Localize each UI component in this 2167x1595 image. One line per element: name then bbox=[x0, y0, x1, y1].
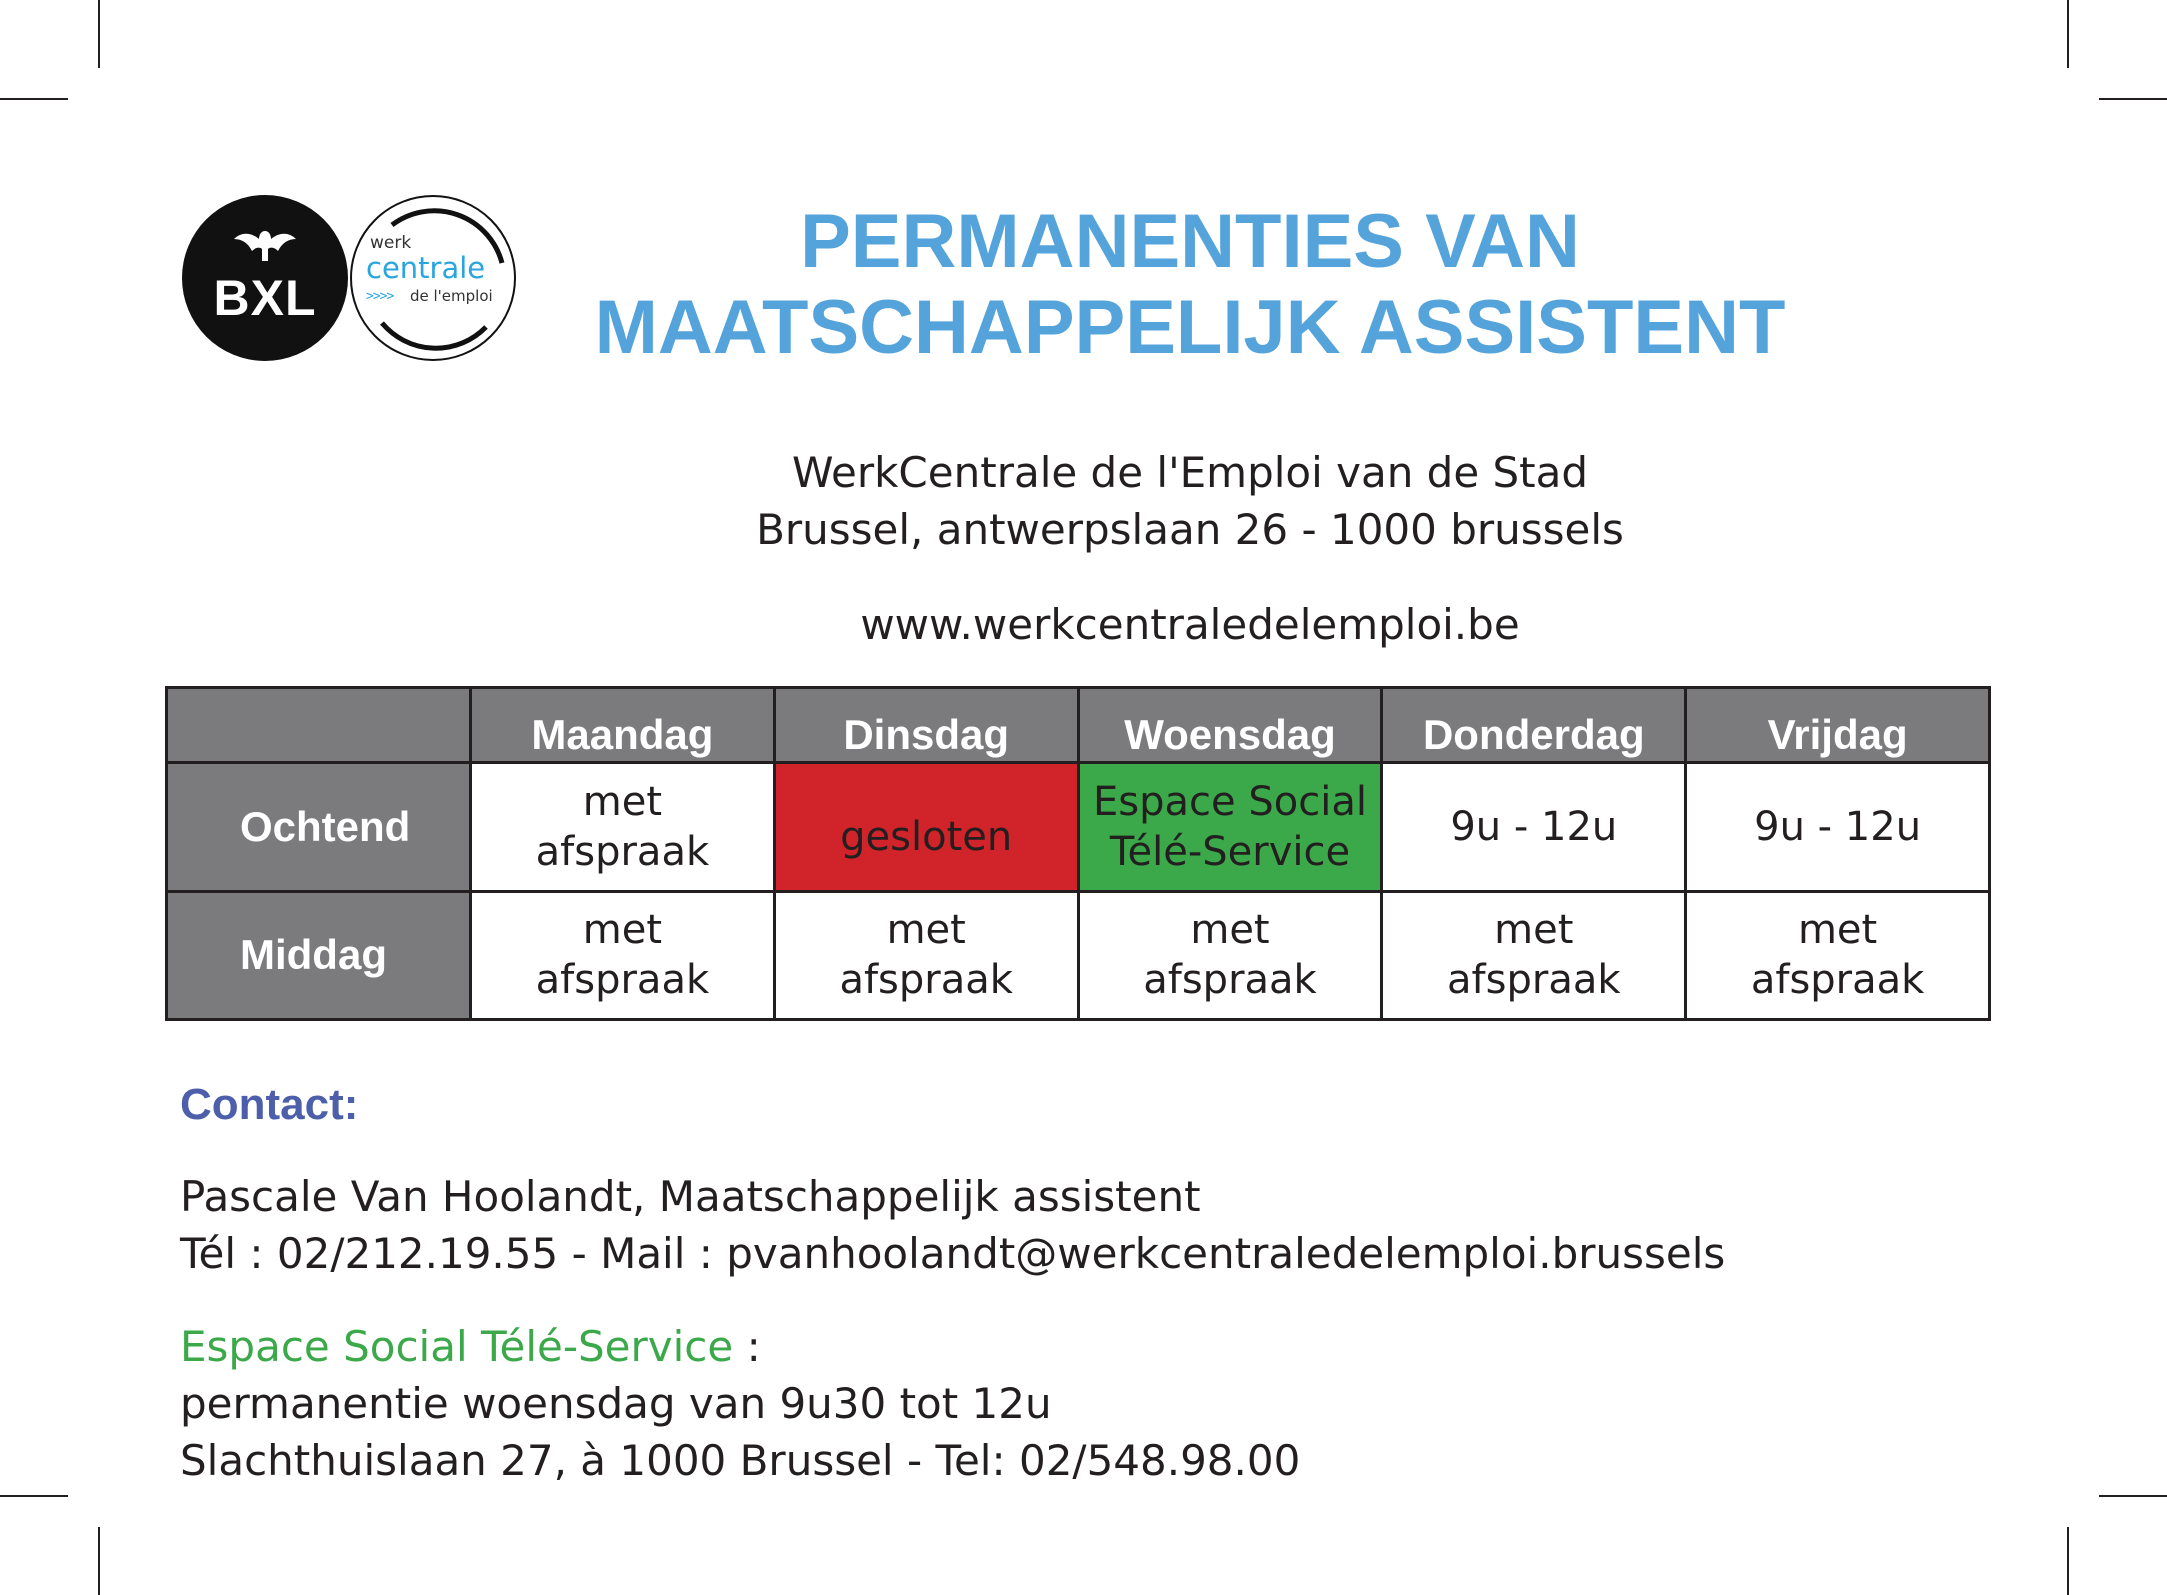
bxl-logo-text: BXL bbox=[213, 270, 317, 326]
day-header: Vrijdag bbox=[1686, 688, 1990, 763]
cell-line-2: afspraak bbox=[1750, 957, 1925, 1004]
cell-line-1: met bbox=[1797, 907, 1878, 954]
row-label: Ochtend bbox=[167, 763, 471, 892]
schedule-table bbox=[165, 686, 1991, 1021]
contact-heading: Contact: bbox=[180, 1080, 359, 1129]
cell-line-2: afspraak bbox=[1143, 957, 1317, 1004]
cell-line-1: gesloten bbox=[840, 813, 1013, 860]
schedule-cell bbox=[774, 891, 1078, 1020]
contact-phone-mail: Tél : 02/212.19.55 - Mail : pvanhoolandt@werkcentraledelemploi.brussels bbox=[180, 1229, 1726, 1278]
espace-hours: permanentie woensdag van 9u30 tot 12u bbox=[180, 1379, 1052, 1428]
werkcentrale-logo bbox=[350, 195, 516, 361]
cell-line-1: met bbox=[582, 907, 663, 954]
espace-name: Espace Social Télé-Service bbox=[180, 1322, 734, 1371]
espace-heading bbox=[180, 1322, 761, 1371]
crop-mark bbox=[98, 0, 100, 68]
schedule-cell-special bbox=[1078, 763, 1382, 892]
cell-line-1: Espace Social bbox=[1093, 778, 1367, 825]
schedule-cell bbox=[1382, 891, 1686, 1020]
cell-line-2: afspraak bbox=[1447, 957, 1621, 1004]
contact-name: Pascale Van Hoolandt, Maatschappelijk assistent bbox=[180, 1172, 1201, 1221]
day-header: Donderdag bbox=[1382, 688, 1686, 763]
day-header: Maandag bbox=[471, 688, 775, 763]
cell-line-1: met bbox=[582, 778, 663, 825]
cell-line-2: Télé-Service bbox=[1109, 828, 1351, 875]
cell-line-1: met bbox=[886, 907, 966, 954]
schedule-header-row bbox=[167, 688, 1990, 763]
schedule-cell bbox=[1686, 891, 1990, 1020]
logo-arrows: >>>> bbox=[366, 289, 394, 304]
page-title-line-1: PERMANENTIES VAN bbox=[800, 199, 1580, 284]
page-title-line-2: MAATSCHAPPELIJK ASSISTENT bbox=[594, 285, 1786, 370]
schedule-cell bbox=[1382, 763, 1686, 892]
bxl-logo bbox=[182, 195, 348, 361]
cell-line-1: met bbox=[1494, 907, 1574, 954]
crop-mark bbox=[2099, 98, 2167, 100]
schedule-row-ochtend bbox=[167, 763, 1990, 892]
bird-icon bbox=[232, 225, 298, 265]
address-line-2: Brussel, antwerpslaan 26 - 1000 brussels bbox=[756, 505, 1624, 554]
crop-mark bbox=[2067, 1527, 2069, 1595]
schedule-cell bbox=[1078, 891, 1382, 1020]
cell-line-1: 9u - 12u bbox=[1754, 803, 1922, 850]
row-label: Middag bbox=[167, 891, 471, 1020]
cell-line-2: afspraak bbox=[839, 957, 1013, 1004]
logo-centrale-text: centrale bbox=[366, 251, 486, 285]
crop-mark bbox=[2067, 0, 2069, 68]
corner-cell bbox=[167, 688, 471, 763]
cell-line-2: afspraak bbox=[535, 957, 710, 1004]
schedule-row-middag bbox=[167, 891, 1990, 1020]
crop-mark bbox=[0, 98, 68, 100]
logo-werk-text: werk bbox=[370, 233, 412, 253]
website-link[interactable]: www.werkcentraledelemploi.be bbox=[860, 600, 1520, 649]
day-header: Dinsdag bbox=[774, 688, 1078, 763]
schedule-cell-closed bbox=[774, 763, 1078, 892]
cell-line-2: afspraak bbox=[535, 828, 710, 875]
cell-line-1: met bbox=[1190, 907, 1270, 954]
crop-mark bbox=[98, 1527, 100, 1595]
crop-mark bbox=[2099, 1495, 2167, 1497]
logo-emploi-text: de l'emploi bbox=[410, 287, 493, 305]
address-line-1: WerkCentrale de l'Emploi van de Stad bbox=[791, 448, 1589, 497]
schedule-cell bbox=[471, 891, 775, 1020]
crop-mark bbox=[0, 1495, 68, 1497]
day-header: Woensdag bbox=[1078, 688, 1382, 763]
espace-suffix: : bbox=[733, 1322, 761, 1371]
schedule-cell bbox=[471, 763, 775, 892]
espace-address: Slachthuislaan 27, à 1000 Brussel - Tel: 02/548.98.00 bbox=[180, 1436, 1301, 1485]
schedule-cell bbox=[1686, 763, 1990, 892]
cell-line-1: 9u - 12u bbox=[1450, 803, 1618, 850]
